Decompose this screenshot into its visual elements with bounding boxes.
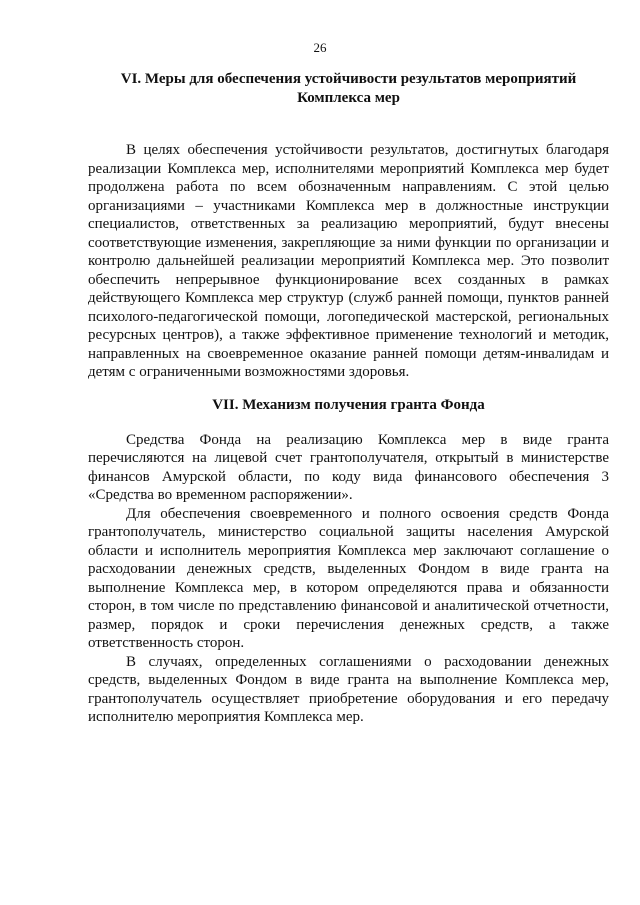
section-7-paragraph-1: Средства Фонда на реализацию Комплекса мер в виде гранта перечисляются на лицевой счет грантополучателя, открытый в министерстве финансов Амурской области, по коду вида финансового обеспечения 3 «Средства во временном распоряжении».	[88, 431, 609, 503]
section-6-title	[88, 70, 609, 108]
section-6-title-line-2: Комплекса мер	[297, 90, 400, 106]
section-7-title: VII. Механизм получения гранта Фонда	[212, 396, 485, 413]
page-content	[88, 70, 609, 727]
section-6-paragraph: В целях обеспечения устойчивости результатов, достигнутых благодаря реализации Комплекса мер, исполнителями мероприятий Комплекса мер будет продолжена работа по всем обозначенным направлениям. С этой целью организациями – участниками Комплекса мер в должностные инструкции специалистов, ответственных за реализацию мероприятий, будут внесены соответствующие изменения, закрепляющие за ними функции по организации и контролю дальнейшей реализации мероприятий Комплекса мер. Это позволит обеспечить непрерывное функционирование всех созданных в рамках действующего Комплекса мер структур (служб ранней помощи, пунктов ранней психолого-педагогической помощи, логопедической мастерской, региональных ресурсных центров), а также эффективное применение технологий и методик, направленных на своевременное оказание ранней помощи детям-инвалидам и детям с ограниченными возможностями здоровья.	[88, 142, 609, 380]
section-6-title-line-1: VI. Меры для обеспечения устойчивости результатов мероприятий	[120, 71, 577, 87]
page-number: 26	[313, 40, 327, 55]
section-7-paragraph-2: Для обеспечения своевременного и полного освоения средств Фонда грантополучатель, министерство социальной защиты населения Амурской области и исполнитель мероприятия Комплекса мер заключают соглашение о расходовании денежных средств, выделенных Фондом в виде гранта на выполнение Комплекса мер, в котором определяются права и обязанности сторон, в том числе по представлению финансовой и аналитической отчетности, размер, порядок и сроки перечисления денежных средств, а также ответственность сторон.	[88, 505, 609, 651]
section-7-paragraph-3: В случаях, определенных соглашениями о расходовании денежных средств, выделенных Фондом в виде гранта на выполнение Комплекса мер, грантополучатель осуществляет приобретение оборудования и его передачу исполнителю мероприятия Комплекса мер.	[88, 653, 609, 725]
